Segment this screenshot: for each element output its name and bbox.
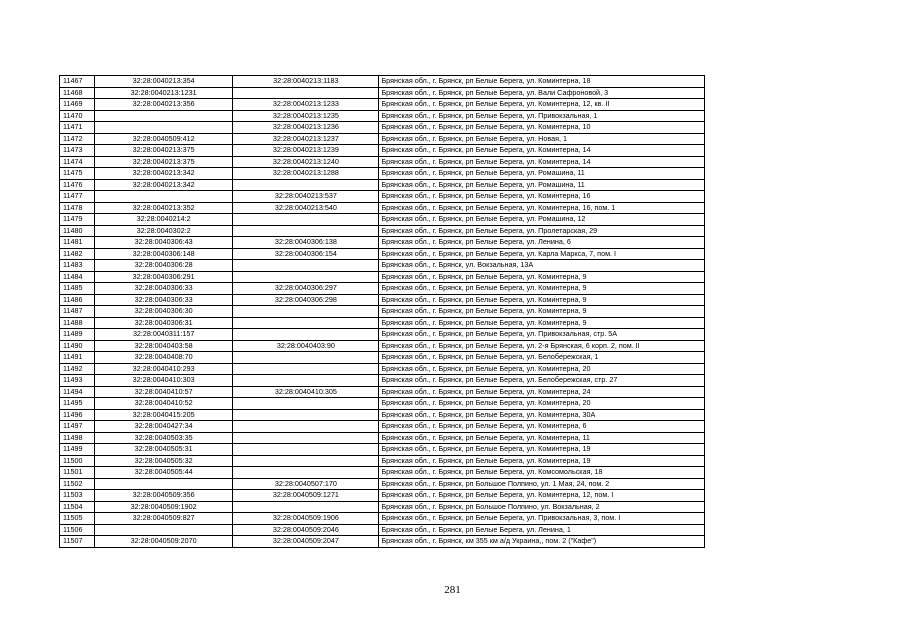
cadastral-number-primary: 32:28:0040505:31 — [95, 444, 233, 456]
cadastral-number-secondary: 32:28:0040403:90 — [233, 340, 379, 352]
cadastral-number-primary — [95, 122, 233, 134]
address-cell: Брянская обл., г. Брянск, рп Белые Берега, ул. Пролетарская, 29 — [379, 225, 705, 237]
address-cell: Брянская обл., г. Брянск, рп Белые Берега, ул. Коминтерна, 30А — [379, 409, 705, 421]
table-row — [60, 467, 705, 479]
table-row — [60, 110, 705, 122]
cadastral-number-primary: 32:28:0040403:58 — [95, 340, 233, 352]
row-number: 11491 — [60, 352, 95, 364]
cadastral-number-primary: 32:28:0040311:157 — [95, 329, 233, 341]
table-row — [60, 156, 705, 168]
row-number: 11480 — [60, 225, 95, 237]
table-row — [60, 306, 705, 318]
cadastral-number-secondary — [233, 375, 379, 387]
cadastral-number-primary: 32:28:0040213:352 — [95, 202, 233, 214]
address-cell: Брянская обл., г. Брянск, рп Белые Берега, ул. Коминтерна, 20 — [379, 398, 705, 410]
table-row — [60, 352, 705, 364]
address-cell: Брянская обл., г. Брянск, рп Белые Берега, ул. Ромашина, 11 — [379, 179, 705, 191]
address-cell: Брянская обл., г. Брянск, рп Белые Берега, ул. Вали Сафроновой, 3 — [379, 87, 705, 99]
row-number: 11501 — [60, 467, 95, 479]
table-row — [60, 99, 705, 111]
cadastral-number-secondary: 32:28:0040509:2046 — [233, 524, 379, 536]
row-number: 11499 — [60, 444, 95, 456]
cadastral-number-secondary — [233, 306, 379, 318]
cadastral-number-secondary: 32:28:0040213:1183 — [233, 76, 379, 88]
cadastral-number-primary: 32:28:0040410:52 — [95, 398, 233, 410]
cadastral-number-secondary — [233, 271, 379, 283]
row-number: 11500 — [60, 455, 95, 467]
table-row — [60, 225, 705, 237]
registry-table — [59, 75, 705, 548]
table-row — [60, 317, 705, 329]
table-row — [60, 386, 705, 398]
address-cell: Брянская обл., г. Брянск, ул. Вокзальная, 13А — [379, 260, 705, 272]
address-cell: Брянская обл., г. Брянск, рп Большое Полпино, ул. Вокзальная, 2 — [379, 501, 705, 513]
address-cell: Брянская обл., г. Брянск, рп Белые Берега, ул. 2-я Брянская, 6 корп. 2, пом. II — [379, 340, 705, 352]
row-number: 11485 — [60, 283, 95, 295]
cadastral-number-secondary — [233, 352, 379, 364]
row-number: 11470 — [60, 110, 95, 122]
cadastral-number-secondary — [233, 87, 379, 99]
row-number: 11473 — [60, 145, 95, 157]
address-cell: Брянская обл., г. Брянск, рп Белые Берега, ул. Коминтерна, 16, пом. 1 — [379, 202, 705, 214]
cadastral-number-secondary — [233, 501, 379, 513]
cadastral-number-primary: 32:28:0040306:31 — [95, 317, 233, 329]
table-row — [60, 87, 705, 99]
row-number: 11472 — [60, 133, 95, 145]
table-row — [60, 76, 705, 88]
row-number: 11502 — [60, 478, 95, 490]
address-cell: Брянская обл., г. Брянск, рп Белые Берега, ул. Коминтерна, 6 — [379, 421, 705, 433]
cadastral-number-secondary: 32:28:0040509:1271 — [233, 490, 379, 502]
row-number: 11497 — [60, 421, 95, 433]
row-number: 11492 — [60, 363, 95, 375]
row-number: 11494 — [60, 386, 95, 398]
row-number: 11479 — [60, 214, 95, 226]
address-cell: Брянская обл., г. Брянск, рп Белые Берега, ул. Коминтерна, 24 — [379, 386, 705, 398]
table-row — [60, 398, 705, 410]
cadastral-number-secondary: 32:28:0040213:1240 — [233, 156, 379, 168]
cadastral-number-primary: 32:28:0040408:70 — [95, 352, 233, 364]
table-row — [60, 283, 705, 295]
cadastral-number-primary: 32:28:0040306:291 — [95, 271, 233, 283]
cadastral-number-primary: 32:28:0040214:2 — [95, 214, 233, 226]
cadastral-number-secondary — [233, 317, 379, 329]
cadastral-number-primary: 32:28:0040509:827 — [95, 513, 233, 525]
cadastral-number-secondary — [233, 363, 379, 375]
table-row — [60, 179, 705, 191]
cadastral-number-primary: 32:28:0040213:375 — [95, 156, 233, 168]
table-row — [60, 524, 705, 536]
table-row — [60, 536, 705, 548]
address-cell: Брянская обл., г. Брянск, рп Белые Берега, ул. Коминтерна, 12, пом. I — [379, 490, 705, 502]
table-row — [60, 122, 705, 134]
row-number: 11507 — [60, 536, 95, 548]
cadastral-number-secondary — [233, 444, 379, 456]
row-number: 11489 — [60, 329, 95, 341]
cadastral-number-secondary: 32:28:0040507:170 — [233, 478, 379, 490]
cadastral-number-secondary: 32:28:0040213:1237 — [233, 133, 379, 145]
table-row — [60, 363, 705, 375]
row-number: 11468 — [60, 87, 95, 99]
row-number: 11488 — [60, 317, 95, 329]
table-row — [60, 237, 705, 249]
cadastral-number-primary: 32:28:0040410:293 — [95, 363, 233, 375]
address-cell: Брянская обл., г. Брянск, рп Белые Берега, ул. Карла Маркса, 7, пом. I — [379, 248, 705, 260]
row-number: 11495 — [60, 398, 95, 410]
address-cell: Брянская обл., г. Брянск, рп Белые Берега, ул. Привокзальная, 1 — [379, 110, 705, 122]
cadastral-number-secondary — [233, 409, 379, 421]
cadastral-number-primary: 32:28:0040306:43 — [95, 237, 233, 249]
address-cell: Брянская обл., г. Брянск, рп Белые Берега, ул. Ленина, 6 — [379, 237, 705, 249]
row-number: 11505 — [60, 513, 95, 525]
table-row — [60, 260, 705, 272]
cadastral-number-secondary: 32:28:0040306:154 — [233, 248, 379, 260]
cadastral-number-secondary — [233, 214, 379, 226]
cadastral-number-secondary: 32:28:0040213:540 — [233, 202, 379, 214]
address-cell: Брянская обл., г. Брянск, рп Белые Берега, ул. Коминтерна, 16 — [379, 191, 705, 203]
table-row — [60, 375, 705, 387]
table-row — [60, 409, 705, 421]
cadastral-number-primary: 32:28:0040505:32 — [95, 455, 233, 467]
cadastral-number-secondary: 32:28:0040509:1906 — [233, 513, 379, 525]
address-cell: Брянская обл., г. Брянск, рп Белые Берега, ул. Коминтерна, 11 — [379, 432, 705, 444]
cadastral-number-primary: 32:28:0040213:342 — [95, 168, 233, 180]
cadastral-number-secondary: 32:28:0040213:1233 — [233, 99, 379, 111]
address-cell: Брянская обл., г. Брянск, рп Белые Берега, ул. Коминтерна, 19 — [379, 444, 705, 456]
row-number: 11482 — [60, 248, 95, 260]
row-number: 11496 — [60, 409, 95, 421]
address-cell: Брянская обл., г. Брянск, рп Белые Берега, ул. Ромашина, 11 — [379, 168, 705, 180]
row-number: 11487 — [60, 306, 95, 318]
address-cell: Брянская обл., г. Брянск, рп Белые Берега, ул. Коминтерна, 20 — [379, 363, 705, 375]
cadastral-number-secondary: 32:28:0040213:1236 — [233, 122, 379, 134]
cadastral-number-primary: 32:28:0040306:28 — [95, 260, 233, 272]
registry-body — [60, 76, 705, 548]
cadastral-number-primary: 32:28:0040213:342 — [95, 179, 233, 191]
address-cell: Брянская обл., г. Брянск, рп Белые Берега, ул. Коминтерна, 14 — [379, 156, 705, 168]
row-number: 11478 — [60, 202, 95, 214]
table-row — [60, 490, 705, 502]
address-cell: Брянская обл., г. Брянск, рп Белые Берега, ул. Белобережская, стр. 27 — [379, 375, 705, 387]
cadastral-number-secondary: 32:28:0040509:2047 — [233, 536, 379, 548]
address-cell: Брянская обл., г. Брянск, рп Белые Берега, ул. Новая, 1 — [379, 133, 705, 145]
address-cell: Брянская обл., г. Брянск, рп Белые Берега, ул. Коминтерна, 9 — [379, 283, 705, 295]
cadastral-number-primary: 32:28:0040306:30 — [95, 306, 233, 318]
cadastral-number-primary: 32:28:0040302:2 — [95, 225, 233, 237]
table-row — [60, 271, 705, 283]
address-cell: Брянская обл., г. Брянск, рп Белые Берега, ул. Привокзальная, стр. 5А — [379, 329, 705, 341]
cadastral-number-secondary — [233, 455, 379, 467]
page-number: 281 — [444, 584, 461, 596]
row-number: 11475 — [60, 168, 95, 180]
cadastral-number-primary — [95, 524, 233, 536]
cadastral-number-primary: 32:28:0040410:303 — [95, 375, 233, 387]
cadastral-number-primary: 32:28:0040213:356 — [95, 99, 233, 111]
address-cell: Брянская обл., г. Брянск, рп Большое Полпино, ул. 1 Мая, 24, пом. 2 — [379, 478, 705, 490]
address-cell: Брянская обл., г. Брянск, рп Белые Берега, ул. Привокзальная, 3, пом. I — [379, 513, 705, 525]
table-row — [60, 133, 705, 145]
address-cell: Брянская обл., г. Брянск, рп Белые Берега, ул. Комсомольская, 18 — [379, 467, 705, 479]
cadastral-number-secondary — [233, 179, 379, 191]
row-number: 11476 — [60, 179, 95, 191]
row-number: 11483 — [60, 260, 95, 272]
cadastral-number-secondary — [233, 225, 379, 237]
row-number: 11469 — [60, 99, 95, 111]
cadastral-number-secondary — [233, 467, 379, 479]
cadastral-number-primary: 32:28:0040509:412 — [95, 133, 233, 145]
table-row — [60, 168, 705, 180]
row-number: 11504 — [60, 501, 95, 513]
row-number: 11481 — [60, 237, 95, 249]
row-number: 11506 — [60, 524, 95, 536]
row-number: 11467 — [60, 76, 95, 88]
row-number: 11477 — [60, 191, 95, 203]
row-number: 11474 — [60, 156, 95, 168]
table-row — [60, 202, 705, 214]
address-cell: Брянская обл., г. Брянск, рп Белые Берега, ул. Ромашина, 12 — [379, 214, 705, 226]
row-number: 11490 — [60, 340, 95, 352]
cadastral-number-secondary — [233, 421, 379, 433]
cadastral-number-primary: 32:28:0040509:2070 — [95, 536, 233, 548]
cadastral-number-secondary: 32:28:0040213:1239 — [233, 145, 379, 157]
cadastral-number-secondary: 32:28:0040306:298 — [233, 294, 379, 306]
address-cell: Брянская обл., г. Брянск, рп Белые Берега, ул. Белобережская, 1 — [379, 352, 705, 364]
cadastral-number-secondary — [233, 432, 379, 444]
cadastral-number-primary: 32:28:0040509:356 — [95, 490, 233, 502]
address-cell: Брянская обл., г. Брянск, км 355 км а/д Украина,, пом. 2 ("Кафе") — [379, 536, 705, 548]
address-cell: Брянская обл., г. Брянск, рп Белые Берега, ул. Коминтерна, 10 — [379, 122, 705, 134]
address-cell: Брянская обл., г. Брянск, рп Белые Берега, ул. Коминтерна, 9 — [379, 306, 705, 318]
table-row — [60, 432, 705, 444]
table-row — [60, 340, 705, 352]
cadastral-number-primary: 32:28:0040505:44 — [95, 467, 233, 479]
cadastral-number-primary — [95, 478, 233, 490]
cadastral-number-primary: 32:28:0040427:34 — [95, 421, 233, 433]
address-cell: Брянская обл., г. Брянск, рп Белые Берега, ул. Коминтерна, 14 — [379, 145, 705, 157]
cadastral-number-secondary: 32:28:0040410:305 — [233, 386, 379, 398]
table-row — [60, 248, 705, 260]
table-row — [60, 145, 705, 157]
cadastral-number-primary: 32:28:0040213:1231 — [95, 87, 233, 99]
table-row — [60, 294, 705, 306]
cadastral-number-secondary: 32:28:0040306:138 — [233, 237, 379, 249]
table-row — [60, 444, 705, 456]
cadastral-number-primary: 32:28:0040509:1902 — [95, 501, 233, 513]
cadastral-number-primary: 32:28:0040503:35 — [95, 432, 233, 444]
cadastral-number-primary: 32:28:0040306:148 — [95, 248, 233, 260]
cadastral-number-primary: 32:28:0040306:33 — [95, 283, 233, 295]
row-number: 11486 — [60, 294, 95, 306]
table-row — [60, 214, 705, 226]
cadastral-number-primary: 32:28:0040306:33 — [95, 294, 233, 306]
table-row — [60, 329, 705, 341]
address-cell: Брянская обл., г. Брянск, рп Белые Берега, ул. Коминтерна, 19 — [379, 455, 705, 467]
address-cell: Брянская обл., г. Брянск, рп Белые Берега, ул. Коминтерна, 9 — [379, 294, 705, 306]
cadastral-number-primary: 32:28:0040213:375 — [95, 145, 233, 157]
cadastral-number-secondary — [233, 398, 379, 410]
address-cell: Брянская обл., г. Брянск, рп Белые Берега, ул. Ленина, 1 — [379, 524, 705, 536]
row-number: 11498 — [60, 432, 95, 444]
table-row — [60, 191, 705, 203]
cadastral-number-secondary: 32:28:0040213:1235 — [233, 110, 379, 122]
address-cell: Брянская обл., г. Брянск, рп Белые Берега, ул. Коминтерна, 12, кв. II — [379, 99, 705, 111]
cadastral-number-primary: 32:28:0040213:354 — [95, 76, 233, 88]
table-row — [60, 478, 705, 490]
row-number: 11493 — [60, 375, 95, 387]
cadastral-number-primary: 32:28:0040415:205 — [95, 409, 233, 421]
cadastral-number-secondary: 32:28:0040213:1288 — [233, 168, 379, 180]
address-cell: Брянская обл., г. Брянск, рп Белые Берега, ул. Коминтерна, 9 — [379, 271, 705, 283]
table-row — [60, 513, 705, 525]
cadastral-number-secondary: 32:28:0040306:297 — [233, 283, 379, 295]
table-row — [60, 501, 705, 513]
row-number: 11484 — [60, 271, 95, 283]
row-number: 11471 — [60, 122, 95, 134]
cadastral-number-primary — [95, 110, 233, 122]
cadastral-number-secondary — [233, 329, 379, 341]
table-row — [60, 455, 705, 467]
cadastral-number-primary: 32:28:0040410:57 — [95, 386, 233, 398]
cadastral-number-secondary — [233, 260, 379, 272]
cadastral-number-primary — [95, 191, 233, 203]
address-cell: Брянская обл., г. Брянск, рп Белые Берега, ул. Коминтерна, 9 — [379, 317, 705, 329]
row-number: 11503 — [60, 490, 95, 502]
table-row — [60, 421, 705, 433]
address-cell: Брянская обл., г. Брянск, рп Белые Берега, ул. Коминтерна, 18 — [379, 76, 705, 88]
cadastral-number-secondary: 32:28:0040213:537 — [233, 191, 379, 203]
